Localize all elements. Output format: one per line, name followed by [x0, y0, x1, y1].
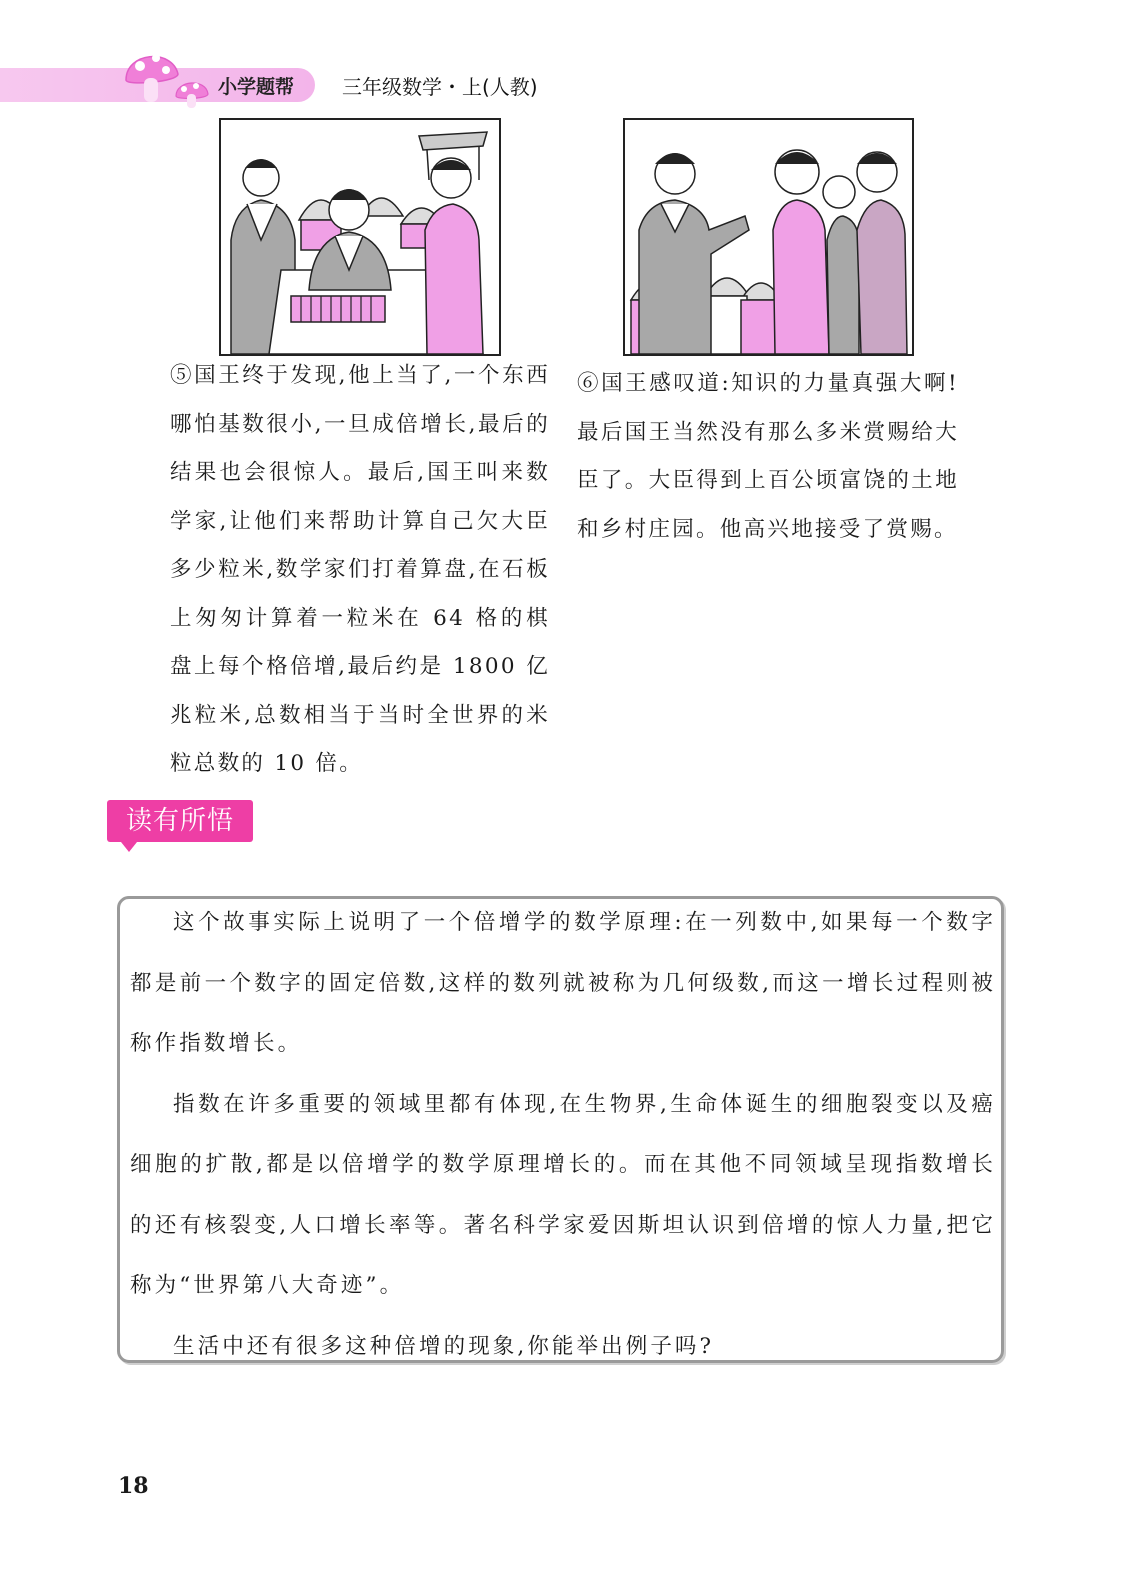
book-title: 三年级数学・上(人教)	[342, 75, 538, 99]
story-paragraph-5: ⑤国王终于发现,他上当了,一个东西哪怕基数很小,一旦成倍增长,最后的结果也会很惊人。最后,国王叫来数学家,让他们来帮助计算自己欠大臣多少粒米,数学家们打着算盘,在石板上匆匆计算着一粒米在 64 格的棋盘上每个格倍增,最后约是 1800 亿兆粒米,总数相当于当时全世界的米粒总数的 10 倍。	[170, 363, 550, 776]
mushroom-logo-icon	[120, 42, 216, 112]
insight-paragraph-1: 这个故事实际上说明了一个倍增学的数学原理:在一列数中,如果每一个数字都是前一个数字的固定倍数,这样的数列就被称为几何级数,而这一增长过程则被称作指数增长。	[130, 910, 996, 1056]
page-number: 18	[118, 1473, 149, 1499]
section-tag: 读有所悟	[107, 800, 253, 842]
insight-paragraph-2: 指数在许多重要的领域里都有体现,在生物界,生命体诞生的细胞裂变以及癌细胞的扩散,都是以倍增学的数学原理增长的。而在其他不同领域呈现指数增长的还有核裂变,人口增长率等。著名科学家爱因斯坦认识到倍增的惊人力量,把它称为“世界第八大奇迹”。	[130, 1091, 996, 1298]
insight-paragraph-3: 生活中还有很多这种倍增的现象,你能举出例子吗?	[173, 1333, 715, 1359]
story-paragraph-6: ⑥国王感叹道:知识的力量真强大啊! 最后国王当然没有那么多米赏赐给大臣了。大臣得到上百公顷富饶的土地和乡村庄园。他高兴地接受了赏赐。	[577, 371, 959, 542]
insight-text	[130, 893, 996, 1377]
illustration-panel-5	[219, 118, 501, 356]
illustration-panel-6	[623, 118, 914, 356]
brand-label: 小学题帮	[218, 76, 295, 98]
